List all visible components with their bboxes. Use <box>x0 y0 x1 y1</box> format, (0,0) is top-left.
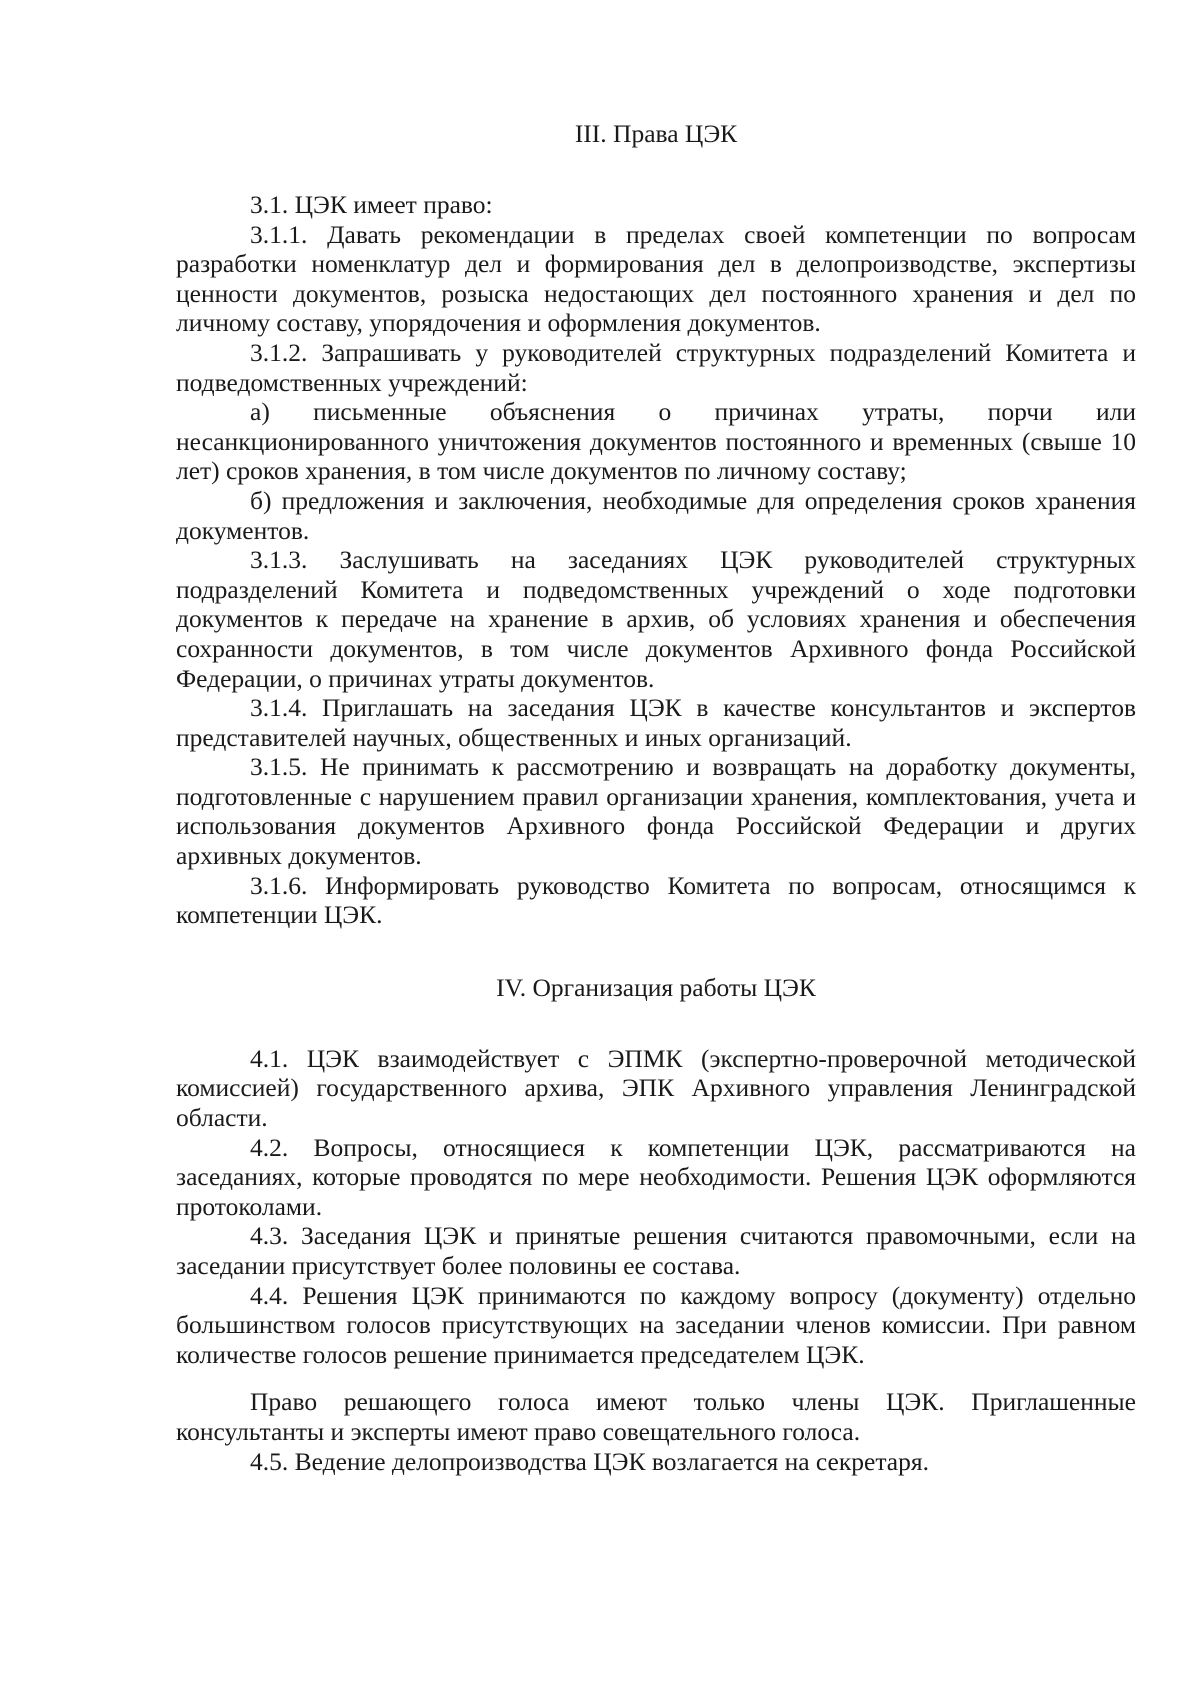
paragraph-4-4: 4.4. Решения ЦЭК принимаются по каждому вопросу (документу) отдельно большинством голосов присутствующих на заседании членов комиссии. При равном количестве голосов решение принимается председателем ЦЭК. <box>176 1280 1136 1369</box>
paragraph-3-1-2-b: б) предложения и заключения, необходимые для определения сроков хранения документов. <box>176 485 1136 545</box>
paragraph-4-4-vote-right: Право решающего голоса имеют только члены ЦЭК. Приглашенные консультанты и эксперты имеют право совещательного голоса. <box>176 1387 1136 1446</box>
paragraph-4-2: 4.2. Вопросы, относящиеся к компетенции ЦЭК, рассматриваются на заседаниях, которые проводятся по мере необходимости. Решения ЦЭК оформляются протоколами. <box>176 1132 1136 1221</box>
paragraph-3-1-6: 3.1.6. Информировать руководство Комитета по вопросам, относящимся к компетенции ЦЭК. <box>176 870 1136 930</box>
paragraph-3-1-1: 3.1.1. Давать рекомендации в пределах своей компетенции по вопросам разработки номенклатур дел и формирования дел в делопроизводстве, экспертизы ценности документов, розыска недостающих дел постоянного хранения и дел по личному составу, упорядочения и оформления документов. <box>176 219 1136 338</box>
paragraph-3-1-3: 3.1.3. Заслушивать на заседаниях ЦЭК руководителей структурных подразделений Комитета и подведомственных учреждений о ходе подготовки документов к передаче на хранение в архив, об условиях хранения и обеспечения сохранности документов, в том числе документов Архивного фонда Российской Федерации, о причинах утраты документов. <box>176 545 1136 693</box>
section-4-title: IV. Организация работы ЦЭК <box>496 972 816 1002</box>
paragraph-3-1-5: 3.1.5. Не принимать к рассмотрению и возвращать на доработку документы, подготовленные с нарушением правил организации хранения, комплектования, учета и использования документов Архивного фонда Российской Федерации и других архивных документов. <box>176 752 1136 871</box>
paragraph-4-1: 4.1. ЦЭК взаимодействует с ЭПМК (экспертно-проверочной методической комиссией) государственного архива, ЭПК Архивного управления Ленинградской области. <box>176 1043 1136 1133</box>
paragraph-3-1-2: 3.1.2. Запрашивать у руководителей структурных подразделений Комитета и подведомственных учреждений: <box>176 337 1136 397</box>
paragraph-3-1-2-a: а) письменные объяснения о причинах утраты, порчи или несанкционированного уничтожения документов постоянного и временных (свыше 10 лет) сроков хранения, в том числе документов по личному составу; <box>176 397 1136 486</box>
paragraph-4-5: 4.5. Ведение делопроизводства ЦЭК возлагается на секретаря. <box>250 1446 929 1476</box>
paragraph-3-1: 3.1. ЦЭК имеет право: <box>250 190 493 219</box>
paragraph-4-3: 4.3. Заседания ЦЭК и принятые решения считаются правомочными, если на заседании присутствует более половины ее состава. <box>176 1221 1136 1280</box>
paragraph-3-1-4: 3.1.4. Приглашать на заседания ЦЭК в качестве консультантов и экспертов представителей научных, общественных и иных организаций. <box>176 693 1136 752</box>
document-page <box>176 118 1136 1476</box>
section-3-title: III. Права ЦЭК <box>574 119 738 148</box>
